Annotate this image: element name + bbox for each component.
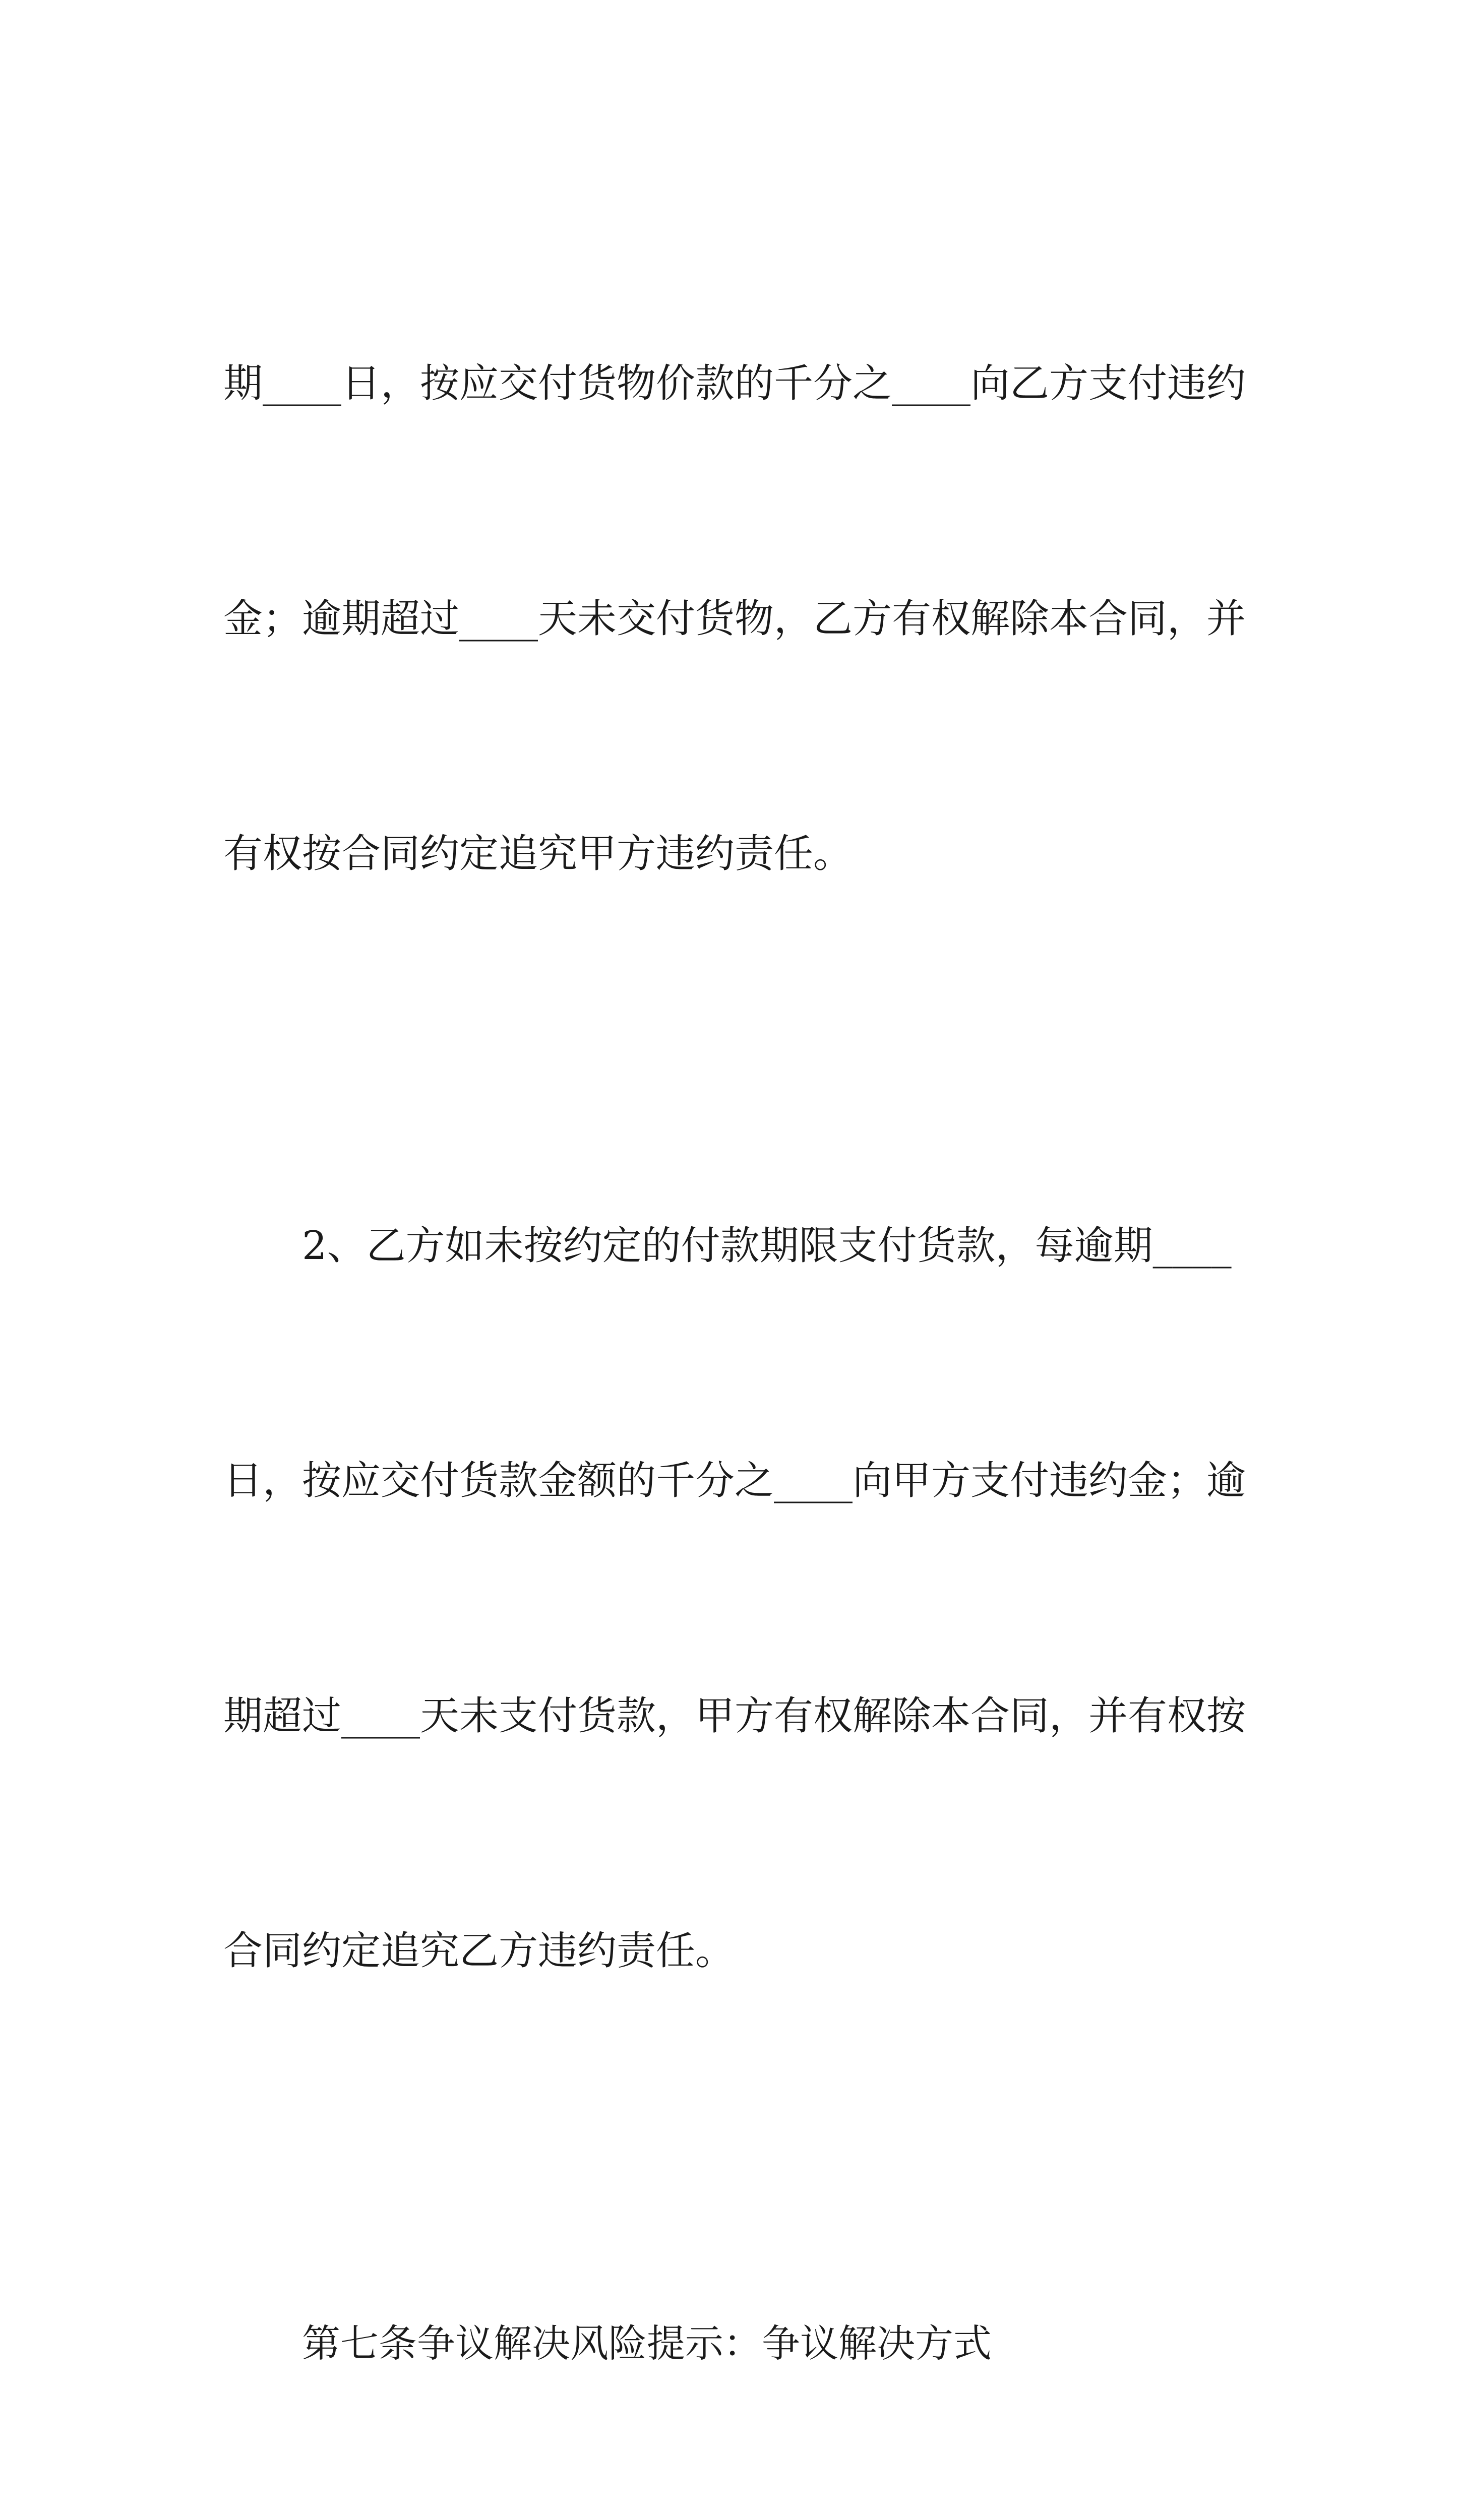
paragraph-article-7-title	[223, 2148, 1242, 2520]
text-line: 2、乙方如未按约定的付款期限支付货款，每逾期____	[223, 1207, 1242, 1286]
article-heading: 第七条争议解决风险提示：争议解决方式	[223, 2304, 1242, 2383]
text-line: 期____日，按应交付货物价款的千分之____向乙方支付违约	[223, 345, 1242, 423]
document-body	[223, 188, 1242, 2520]
paragraph-penalty-continuation	[223, 188, 1242, 1050]
paragraph-clause-2	[223, 1050, 1242, 2148]
text-line: 期超过____天未支付货款，甲方有权解除本合同，并有权按	[223, 1677, 1242, 1756]
text-line: 日，按应交付货款金额的千分之____向甲方支付违约金；逾	[223, 1442, 1242, 1521]
text-line: 金；逾期超过____天未交付货物，乙方有权解除本合同，并	[223, 580, 1242, 659]
text-line: 有权按合同约定追究甲方违约责任。	[223, 815, 1242, 894]
text-line: 合同约定追究乙方违约责任。	[223, 1912, 1242, 1991]
